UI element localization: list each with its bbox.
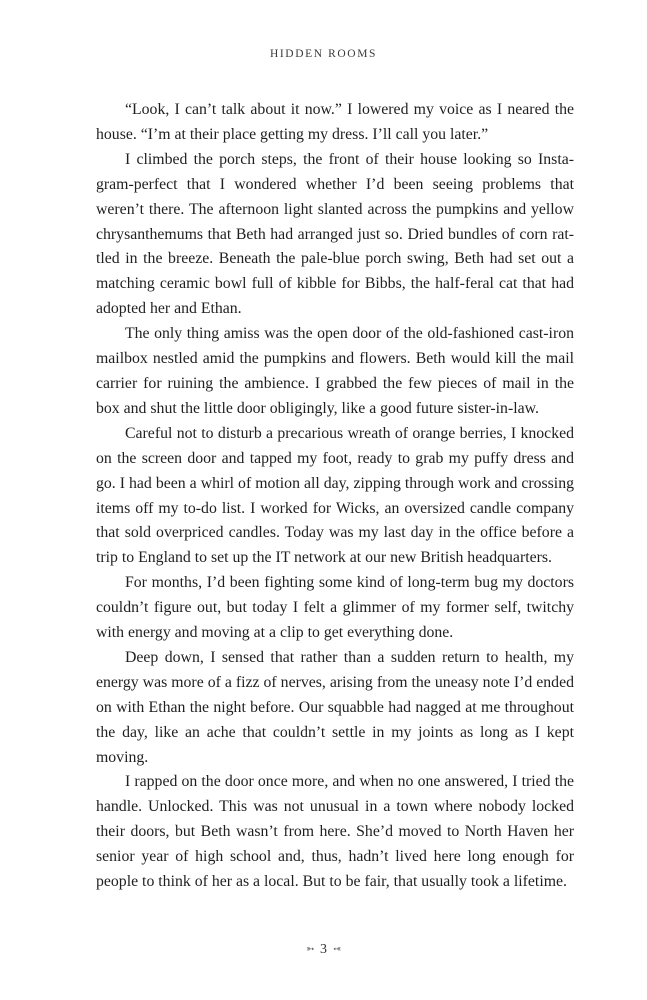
- paragraph-6: Deep down, I sensed that rather than a sudden return to health, my energy was more of a fizz of nerves, arising from the uneasy note I’d ended on with Ethan the night before. Our squabble had nagged at me throughout the day, like an ache that couldn’t settle in my joints as long as I kept moving.: [96, 648, 574, 766]
- body-text: [96, 98, 574, 895]
- paragraph-5: For months, I’d been fighting some kind of long-term bug my doctors couldn’t figure out, but today I felt a glimmer of my former self, twitchy with energy and moving at a clip to get everything done.: [96, 574, 574, 642]
- right-ornament-icon: ➳: [332, 944, 341, 955]
- paragraph-1: “Look, I can’t talk about it now.” I lowered my voice as I neared the house. “I’m at their place getting my dress. I’ll call you later.”: [96, 101, 574, 143]
- paragraph-2: I climbed the porch steps, the front of their house looking so Instagram-perfect that I wondered whether I’d been seeing problems that weren’t there. The afternoon light slanted across the pumpkins and yellow chrysanthemums that Beth had arranged just so. Dried bundles of corn rattled in the breeze. Beneath the pale-blue porch swing, Beth had set out a matching ceramic bowl full of kibble for Bibbs, the half-feral cat that had adopted her and Ethan.: [96, 150, 574, 318]
- page-number: 3: [320, 942, 327, 957]
- left-ornament-icon: ➳: [306, 944, 315, 955]
- paragraph-7: I rapped on the door once more, and when no one answered, I tried the handle. Unlocked. This was not unusual in a town where nobody locked their doors, but Beth wasn’t from here. She’d moved to North Haven her senior year of high school and, thus, hadn’t lived here long enough for people to think of her as a local. But to be fair, that usually took a lifetime.: [96, 773, 574, 891]
- page-folio: [0, 942, 647, 958]
- running-head: HIDDEN ROOMS: [269, 48, 378, 60]
- paragraph-3: The only thing amiss was the open door of the old-fashioned cast-iron mailbox nestled amid the pumpkins and flowers. Beth would kill the mail carrier for ruining the ambience. I grabbed the few pieces of mail in the box and shut the little door obligingly, like a good future sister-in-law.: [96, 325, 574, 417]
- paragraph-4: Careful not to disturb a precarious wreath of orange berries, I knocked on the screen door and tapped my foot, ready to grab my puffy dress and go. I had been a whirl of motion all day, zipping through work and crossing items off my to-do list. I worked for Wicks, an oversized candle company that sold overpriced candles. Today was my last day in the office before a trip to England to set up the IT network at our new British headquarters.: [96, 424, 574, 567]
